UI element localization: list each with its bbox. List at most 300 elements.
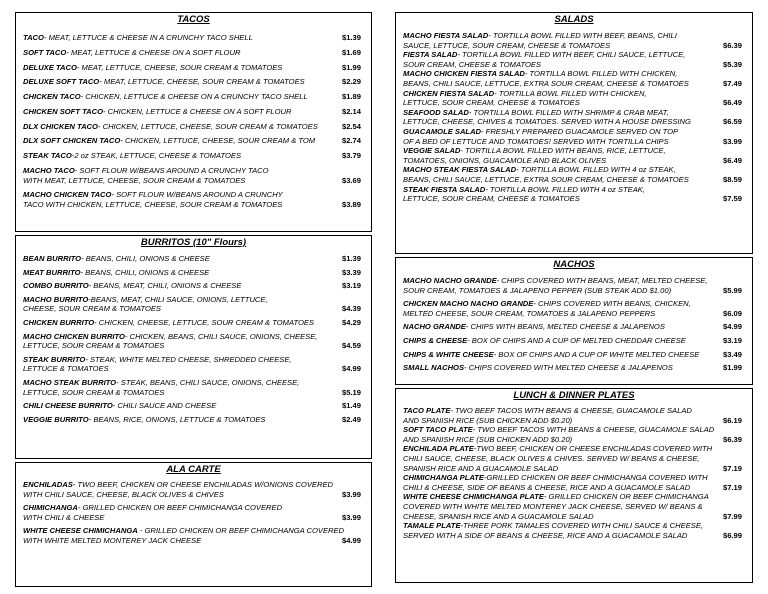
menu-item-description: - BOX OF CHIPS AND A CUP OF MELTED CHEDDAR CHEESE bbox=[467, 335, 686, 345]
menu-item-name: BEAN BURRITO bbox=[23, 254, 82, 263]
menu-item-name: MACHO STEAK BURRITO bbox=[23, 377, 117, 387]
section-burritos bbox=[15, 235, 372, 459]
section-title-text: SALADS bbox=[554, 14, 594, 25]
menu-item-line bbox=[23, 332, 319, 342]
menu-item-description: -2 oz STEAK, LETTUCE, CHEESE & TOMATOES bbox=[71, 151, 242, 161]
menu-item-description: BEANS, CHILI SAUCE, LETTUCE, EXTRA SOUR CREAM, CHEESE & TOMATOES bbox=[403, 174, 689, 184]
menu-item-line bbox=[403, 406, 700, 416]
menu-item-line bbox=[403, 185, 700, 195]
menu-item-description: CHEESE, SPANISH RICE AND A GUACAMOLE SALAD bbox=[403, 511, 594, 521]
menu-item-price: $1.89 bbox=[341, 92, 361, 102]
menu-item-description: - STEAK, WHITE MELTED CHEESE, SHREDDED CHEESE, bbox=[85, 354, 292, 364]
menu-item-line bbox=[403, 60, 700, 70]
menu-item-description: - GRILLED CHICKEN OR BEEF CHIMICHANGA bbox=[543, 492, 709, 502]
section-title-salads bbox=[396, 13, 752, 27]
menu-item bbox=[16, 190, 371, 209]
menu-item-description: - MEAT, LETTUCE, CHEESE, SOUR CREAM & TOMATOES bbox=[76, 62, 283, 72]
menu-item-description: WITH MEAT, LETTUCE, CHEESE, SOUR CREAM & TOMATOES bbox=[23, 175, 246, 185]
menu-item-description: - CHICKEN, LETTUCE, CHEESE, SOUR CREAM & TOM bbox=[120, 136, 316, 146]
menu-item-line bbox=[23, 364, 319, 374]
menu-item-name: TAMALE PLATE bbox=[403, 521, 461, 531]
menu-item bbox=[16, 48, 371, 58]
menu-item bbox=[396, 108, 752, 127]
menu-item-price: $3.69 bbox=[341, 175, 361, 185]
menu-item-line bbox=[403, 363, 700, 373]
menu-item-name: SOFT TACO bbox=[23, 47, 67, 57]
menu-item-name: VEGGIE BURRITO bbox=[23, 414, 89, 424]
menu-item-line bbox=[403, 483, 700, 493]
menu-item-name: SEAFOOD SALAD bbox=[403, 107, 469, 117]
menu-item-name: MACHO FIESTA SALAD bbox=[403, 31, 489, 40]
menu-item bbox=[396, 165, 752, 184]
menu-item-description: AND SPANISH RICE (SUB CHICKEN ADD $0.20) bbox=[403, 434, 573, 444]
menu-item-price: $1.39 bbox=[341, 33, 361, 42]
menu-item-price: $2.74 bbox=[341, 136, 361, 146]
menu-item-price: $2.49 bbox=[341, 414, 361, 424]
menu-item-name: CHICKEN MACHO NACHO GRANDE bbox=[403, 299, 534, 309]
menu-item bbox=[16, 63, 371, 73]
menu-item-line bbox=[403, 137, 700, 147]
menu-item-line bbox=[23, 415, 319, 425]
menu-item-price: $3.99 bbox=[341, 489, 361, 499]
menu-item-description: - TORTILLA BOWL FILLED WITH CHICKEN, bbox=[524, 69, 678, 79]
menu-item-name: MACHO TACO bbox=[23, 166, 75, 176]
menu-item-price: $4.29 bbox=[341, 317, 361, 327]
menu-item-description: - BEANS, CHILI, ONIONS & CHEESE bbox=[81, 254, 210, 263]
menu-item-line bbox=[403, 444, 713, 454]
menu-item-price: $7.19 bbox=[722, 482, 742, 492]
menu-item-line bbox=[23, 480, 333, 490]
menu-item-name: TACO bbox=[23, 33, 44, 42]
menu-item-name: TACO PLATE bbox=[403, 406, 451, 415]
section-title-lunch bbox=[396, 389, 752, 403]
menu-item bbox=[396, 336, 752, 346]
section-title-text: LUNCH & DINNER PLATES bbox=[513, 390, 635, 401]
menu-item-line bbox=[23, 536, 319, 546]
menu-item-description: - TORTILLA BOWL FILLED WITH BEEF, BEANS, CHILI bbox=[488, 31, 677, 40]
menu-item-description: - CHICKEN, LETTUCE & CHEESE ON A SOFT FLOUR bbox=[103, 106, 292, 116]
menu-item bbox=[396, 69, 752, 88]
menu-item bbox=[16, 33, 371, 43]
menu-item-price: $1.99 bbox=[341, 62, 361, 72]
menu-item-description: - CHICKEN, LETTUCE, CHEESE, SOUR CREAM & TOMATOES bbox=[97, 121, 318, 131]
menu-item-name: CHILI CHEESE BURRITO bbox=[23, 401, 113, 411]
menu-item bbox=[396, 50, 752, 69]
menu-item-description: LETTUCE & TOMATOES bbox=[23, 364, 109, 374]
menu-item-line bbox=[403, 501, 703, 512]
menu-item-line bbox=[403, 165, 700, 175]
menu-item-price: $7.19 bbox=[722, 463, 742, 473]
menu-item bbox=[16, 92, 371, 102]
menu-item-description: - CHICKEN, CHEESE, LETTUCE, SOUR CREAM & TOMATOES bbox=[94, 317, 315, 327]
menu-item-price: $6.49 bbox=[722, 155, 742, 165]
menu-item-line bbox=[23, 92, 319, 102]
menu-item bbox=[396, 444, 752, 473]
menu-item-name: DELUXE SOFT TACO bbox=[23, 77, 100, 87]
menu-item-price: $2.54 bbox=[341, 121, 361, 131]
menu-item bbox=[396, 521, 752, 540]
menu-item-description: - CHIPS WITH BEANS, MELTED CHEESE & JALAPENOS bbox=[465, 322, 665, 332]
menu-item-description: BEANS, CHILI SAUCE, LETTUCE, EXTRA SOUR CREAM, CHEESE & TOMATOES bbox=[403, 78, 689, 88]
menu-item-line bbox=[403, 276, 708, 286]
menu-item-description: - CHIPS COVERED WITH MELTED CHEESE & JALAPENOS bbox=[464, 363, 673, 373]
menu-item-description: WITH WHITE MELTED MONTEREY JACK CHEESE bbox=[23, 535, 202, 545]
menu-item-description: - TORTILLA BOWL FILLED WITH 4 oz STEAK, bbox=[485, 184, 645, 194]
menu-item bbox=[396, 492, 752, 521]
menu-item-line bbox=[403, 98, 700, 108]
menu-item-line bbox=[23, 341, 319, 351]
menu-item-name: VEGGIE SALAD bbox=[403, 146, 461, 156]
menu-item-description: LETTUCE, SOUR CREAM & TOMATOES bbox=[23, 387, 165, 397]
section-title-text: ALA CARTE bbox=[166, 464, 221, 475]
menu-item bbox=[16, 136, 371, 146]
menu-item bbox=[396, 322, 752, 332]
section-title-note: (10" Flours) bbox=[190, 237, 247, 248]
menu-item-description: SOUR CREAM, CHEESE & TOMATOES bbox=[403, 59, 541, 69]
menu-item-description: - BEANS, RICE, ONIONS, LETTUCE & TOMATOES bbox=[88, 414, 266, 424]
menu-item-line bbox=[23, 63, 319, 73]
menu-item bbox=[16, 318, 371, 328]
menu-item-description: - SOFT FLOUR W/BEANS AROUND A CRUNCHY TACO bbox=[74, 166, 269, 176]
menu-item-price: $5.99 bbox=[722, 285, 742, 295]
menu-item bbox=[16, 401, 371, 411]
menu-item-name: CHICKEN TACO bbox=[23, 92, 81, 102]
menu-item-price: $3.49 bbox=[722, 349, 742, 359]
menu-item-line bbox=[403, 41, 700, 51]
menu-item-line bbox=[23, 388, 319, 398]
menu-item-name: SMALL NACHOS bbox=[403, 363, 465, 373]
menu-item-name: CHIPS & WHITE CHEESE bbox=[403, 349, 494, 359]
menu-item bbox=[396, 276, 752, 295]
menu-item-price: $1.69 bbox=[341, 47, 361, 57]
menu-item-name: CHIMICHANGA bbox=[23, 503, 78, 513]
menu-item-line bbox=[403, 117, 700, 127]
menu-item bbox=[16, 107, 371, 117]
menu-item-description: - TORTILLA BOWL FILLED WITH 4 oz STEAK, bbox=[516, 165, 676, 175]
menu-item-name: SOFT TACO PLATE bbox=[403, 425, 473, 435]
menu-item-line bbox=[403, 322, 700, 332]
menu-item-line bbox=[23, 33, 319, 43]
menu-item-name: FIESTA SALAD bbox=[403, 50, 458, 60]
menu-item-price: $4.99 bbox=[722, 322, 742, 332]
menu-item bbox=[16, 415, 371, 425]
menu-item-name: STEAK FIESTA SALAD bbox=[403, 184, 486, 194]
menu-item-name: GUACAMOLE SALAD bbox=[403, 126, 482, 136]
menu-item-line bbox=[403, 416, 700, 426]
menu-item-line bbox=[23, 378, 319, 388]
menu-item-price: $6.39 bbox=[722, 434, 742, 444]
menu-item-name: MACHO CHICKEN FIESTA SALAD bbox=[403, 69, 525, 79]
menu-item-line bbox=[403, 286, 700, 296]
menu-item-name: CHICKEN BURRITO bbox=[23, 317, 95, 327]
menu-item-description: CHEESE, SOUR CREAM & TOMATOES bbox=[23, 304, 161, 314]
menu-item-line bbox=[403, 512, 700, 522]
menu-item bbox=[396, 350, 752, 360]
menu-item-line bbox=[403, 69, 700, 79]
menu-item bbox=[16, 526, 371, 545]
menu-item-description: - MEAT, LETTUCE, CHEESE, SOUR CREAM & TOMATOES bbox=[99, 77, 305, 87]
menu-item-price: $7.99 bbox=[722, 511, 742, 521]
menu-item bbox=[16, 378, 371, 397]
menu-item-line bbox=[403, 492, 709, 502]
menu-item-line bbox=[403, 350, 700, 360]
menu-item-description: SAUCE, LETTUCE, SOUR CREAM, CHEESE & TOMATOES bbox=[403, 40, 611, 50]
menu-item-description: WITH CHILI & CHEESE bbox=[23, 512, 105, 522]
menu-item-name: DLX CHICKEN TACO bbox=[23, 121, 98, 131]
menu-item-description: SPANISH RICE AND A GUACAMOLE SALAD bbox=[403, 463, 559, 473]
menu-item bbox=[396, 299, 752, 318]
menu-item bbox=[16, 332, 371, 351]
menu-item-line bbox=[23, 268, 319, 278]
right-menu-column bbox=[395, 12, 753, 583]
menu-item-price: $4.39 bbox=[341, 304, 361, 314]
menu-item-description: LETTUCE, SOUR CREAM & TOMATOES bbox=[23, 341, 165, 351]
menu-item-name: MACHO BURRITO bbox=[23, 294, 89, 304]
menu-item-price: $1.99 bbox=[722, 363, 742, 373]
menu-item-line bbox=[23, 503, 319, 513]
menu-item-line bbox=[23, 490, 319, 500]
menu-item-line bbox=[403, 175, 700, 185]
menu-item-name: MEAT BURRITO bbox=[23, 267, 81, 277]
menu-item-description: - FRESHLY PREPARED GUACAMOLE SERVED ON TOP bbox=[481, 126, 679, 136]
menu-item-description: -GRILLED CHICKEN OR BEEF CHIMICHANGA COVERED WITH bbox=[484, 473, 708, 483]
menu-item-price: $1.39 bbox=[341, 254, 361, 263]
menu-item-line bbox=[403, 435, 700, 445]
menu-item bbox=[396, 127, 752, 146]
menu-item-name: WHITE CHEESE CHIMICHANGA PLATE bbox=[403, 492, 544, 502]
menu-item-price: $6.49 bbox=[722, 98, 742, 108]
menu-item-description: CHILI SAUCE, CHEESE, BLACK OLIVES & CHIVES. SERVED W/ BEANS & CHEESE, bbox=[403, 453, 700, 463]
menu-item-description: - TWO BEEF TACOS WITH BEANS & CHEESE, GUACAMOLE SALAD bbox=[450, 406, 692, 415]
menu-item bbox=[396, 473, 752, 492]
menu-item-line bbox=[403, 299, 700, 309]
section-title-text: TACOS bbox=[177, 14, 210, 25]
menu-item-name: MACHO CHICKEN BURRITO bbox=[23, 331, 125, 341]
menu-item-description: - TORTILLA BOWL FILLED WITH BEANS, RICE, LETTUCE, bbox=[460, 146, 666, 156]
menu-item bbox=[396, 185, 752, 204]
menu-item-price: $6.19 bbox=[722, 415, 742, 425]
menu-item-line bbox=[403, 50, 700, 60]
menu-item-line bbox=[23, 107, 319, 117]
menu-item-line bbox=[403, 194, 700, 204]
menu-item-description: - TORTILLA BOWL FILLED WITH CHICKEN, bbox=[494, 88, 647, 98]
menu-item-description: SERVED WITH A SIDE OF BEANS & CHEESE, RICE AND A GUACAMOLE SALAD bbox=[403, 530, 688, 540]
menu-item-description: SOUR CREAM, TOMATOES & JALAPENO PEPPER (SUB STEAK ADD $1.00) bbox=[403, 285, 672, 295]
menu-item-line bbox=[23, 151, 319, 161]
menu-item bbox=[16, 151, 371, 161]
menu-item-description: - BEANS, MEAT, CHILI, ONIONS & CHEESE bbox=[88, 281, 242, 291]
menu-item-line bbox=[23, 513, 319, 523]
menu-item-line bbox=[23, 176, 319, 186]
menu-item-name: STEAK BURRITO bbox=[23, 354, 86, 364]
menu-item-description: OF A BED OF LETTUCE AND TOMATOES! SERVED WITH TORTILLA CHIPS bbox=[403, 136, 669, 146]
menu-item-price: $2.14 bbox=[341, 106, 361, 116]
menu-item-description: - MEAT, LETTUCE & CHEESE IN A CRUNCHY TACO SHELL bbox=[43, 33, 253, 42]
menu-item-line bbox=[403, 79, 700, 89]
section-title-tacos bbox=[16, 13, 371, 27]
menu-item-name: WHITE CHEESE CHIMICHANGA bbox=[23, 526, 138, 536]
menu-item-line bbox=[23, 281, 319, 291]
menu-item-line bbox=[403, 89, 700, 99]
menu-item-description: - GRILLED CHICKEN OR BEEF CHIMICHANGA COVERED bbox=[77, 503, 283, 513]
menu-item-line bbox=[23, 136, 319, 146]
menu-item-line bbox=[403, 31, 700, 41]
menu-item-description: - TWO BEEF, CHICKEN OR CHEESE ENCHILADAS W/ONIONS COVERED bbox=[72, 480, 333, 489]
menu-item-price: $3.99 bbox=[341, 512, 361, 522]
menu-item bbox=[16, 268, 371, 278]
menu-item-description: -TWO BEEF, CHICKEN OR CHEESE ENCHILADAS COVERED WITH bbox=[473, 444, 713, 454]
menu-item-line bbox=[403, 108, 700, 118]
menu-item-line bbox=[403, 531, 700, 541]
menu-item-line bbox=[23, 295, 319, 305]
menu-item-name: DLX SOFT CHICKEN TACO bbox=[23, 136, 121, 146]
menu-item-price: $3.19 bbox=[722, 335, 742, 345]
menu-item-description: -THREE PORK TAMALES COVERED WITH CHILI SAUCE & CHEESE, bbox=[460, 521, 703, 531]
menu-item-line bbox=[403, 146, 700, 156]
menu-item bbox=[16, 254, 371, 264]
menu-item-description: - TORTILLA BOWL FILLED WITH BEEF, CHILI SAUCE, LETTUCE, bbox=[457, 50, 686, 60]
menu-item-price: $7.59 bbox=[722, 194, 742, 204]
menu-item-name: CHIPS & CHEESE bbox=[403, 335, 468, 345]
menu-item-name: CHICKEN FIESTA SALAD bbox=[403, 88, 495, 98]
menu-item bbox=[396, 31, 752, 50]
menu-item bbox=[16, 281, 371, 291]
section-alacarte bbox=[15, 462, 372, 587]
menu-item-price: $5.39 bbox=[722, 59, 742, 69]
section-tacos bbox=[15, 12, 372, 232]
menu-item-line bbox=[403, 473, 708, 483]
menu-item-name: DELUXE TACO bbox=[23, 62, 77, 72]
menu-item bbox=[16, 503, 371, 522]
menu-item-price: $6.59 bbox=[722, 117, 742, 127]
left-menu-column bbox=[15, 12, 372, 587]
menu-item-description: - MEAT, LETTUCE & CHEESE ON A SOFT FLOUR bbox=[66, 47, 241, 57]
menu-item-description: COVERED WITH WHITE MELTED MONTEREY JACK CHEESE, SERVED W/ BEANS & bbox=[403, 501, 703, 511]
section-title-text: BURRITOS bbox=[140, 237, 191, 248]
menu-item-price: $8.59 bbox=[722, 174, 742, 184]
menu-item-price: $1.49 bbox=[341, 401, 361, 411]
menu-item-description: - CHICKEN, LETTUCE & CHEESE ON A CRUNCHY TACO SHELL bbox=[80, 92, 308, 102]
menu-item bbox=[396, 146, 752, 165]
menu-item-price: $3.99 bbox=[722, 136, 742, 146]
menu-item bbox=[16, 480, 371, 499]
section-title-text: NACHOS bbox=[553, 259, 595, 270]
menu-item bbox=[16, 295, 371, 314]
menu-item-name: CHICKEN SOFT TACO bbox=[23, 106, 104, 116]
menu-item-line bbox=[23, 77, 319, 87]
menu-item bbox=[16, 77, 371, 87]
menu-item-line bbox=[403, 425, 715, 435]
menu-item-price: $3.89 bbox=[341, 200, 361, 209]
menu-item-name: NACHO GRANDE bbox=[403, 322, 466, 332]
menu-item bbox=[396, 89, 752, 108]
menu-item-description: - BEANS, CHILI, ONIONS & CHEESE bbox=[80, 267, 210, 277]
menu-item-price: $7.49 bbox=[722, 78, 742, 88]
menu-item-line bbox=[23, 401, 319, 411]
menu-item-line bbox=[23, 122, 319, 132]
menu-item-description: TACO WITH CHICKEN, LETTUCE, CHEESE, SOUR CREAM & TOMATOES bbox=[23, 200, 283, 209]
section-nachos bbox=[395, 257, 753, 385]
menu-item-description: LETTUCE, CHEESE, CHIVES & TOMATOES. SERVED WITH A HOUSE DRESSING bbox=[403, 117, 691, 127]
menu-item-description: MELTED CHEESE, SOUR CREAM, TOMATOES & JALAPENO PEPPERS bbox=[403, 308, 656, 318]
menu-item-description: - GRILLED CHICKEN OR BEEF CHIMICHANGA COVERED bbox=[137, 526, 345, 536]
menu-item-description: -BEANS, MEAT, CHILI SAUCE, ONIONS, LETTUCE, bbox=[88, 294, 268, 304]
menu-item-name: ENCHILADA PLATE bbox=[403, 444, 474, 454]
menu-item-description: - TWO BEEF TACOS WITH BEANS & CHEESE, GUACAMOLE SALAD bbox=[472, 425, 715, 435]
menu-item bbox=[16, 122, 371, 132]
menu-item-line bbox=[23, 48, 319, 58]
menu-item-description: - CHIPS COVERED WITH BEANS, MEAT, MELTED CHEESE, bbox=[496, 276, 708, 285]
menu-item-name: MACHO CHICKEN TACO bbox=[23, 190, 112, 200]
menu-item-name: ENCHILADAS bbox=[23, 480, 73, 489]
menu-item-description: CHILI & CHEESE, SIDE OF BEANS & CHEESE, RICE AND A GUACAMOLE SALAD bbox=[403, 482, 691, 492]
menu-item-line bbox=[23, 304, 319, 314]
section-lunch bbox=[395, 388, 753, 583]
menu-item-price: $3.79 bbox=[341, 151, 361, 161]
menu-item-description: - CHILI SAUCE AND CHEESE bbox=[112, 401, 217, 411]
menu-item-price: $4.99 bbox=[341, 535, 361, 545]
menu-item-description: TOMATOES, ONIONS, GUACAMOLE AND BLACK OLIVES bbox=[403, 155, 607, 165]
menu-item-description: - STEAK, BEANS, CHILI SAUCE, ONIONS, CHEESE, bbox=[116, 377, 300, 387]
menu-item-price: $5.19 bbox=[341, 387, 361, 397]
menu-item-description: - SOFT FLOUR W/BEANS AROUND A CRUNCHY bbox=[111, 190, 283, 200]
menu-item bbox=[16, 355, 371, 374]
menu-item-description: - TORTILLA BOWL FILLED WITH SHRIMP & CRAB MEAT, bbox=[468, 107, 669, 117]
menu-item-line bbox=[403, 454, 700, 464]
menu-item-price: $2.29 bbox=[341, 77, 361, 87]
menu-item bbox=[396, 406, 752, 425]
menu-item-line bbox=[23, 355, 319, 365]
menu-item bbox=[16, 166, 371, 185]
section-title-burritos bbox=[16, 236, 371, 250]
menu-item-name: STEAK TACO bbox=[23, 151, 72, 161]
menu-item-line bbox=[23, 318, 319, 328]
menu-item-description: - CHIPS COVERED WITH BEANS, CHICKEN, bbox=[533, 299, 691, 309]
menu-item-line bbox=[403, 127, 700, 137]
menu-item-description: WITH CHILI SAUCE, CHEESE, BLACK OLIVES & CHIVES bbox=[23, 489, 224, 499]
menu-item-price: $6.39 bbox=[722, 40, 742, 50]
section-salads bbox=[395, 12, 753, 254]
menu-item-description: - BOX OF CHIPS AND A CUP OF WHITE MELTED CHEESE bbox=[493, 349, 700, 359]
menu-item-description: LETTUCE, SOUR CREAM, CHEESE & TOMATOES bbox=[403, 98, 580, 108]
menu-item-line bbox=[23, 190, 319, 200]
menu-item-line bbox=[403, 309, 700, 319]
menu-item-description: - CHICKEN, BEANS, CHILI SAUCE, ONIONS, CHEESE, bbox=[124, 331, 318, 341]
menu-item-price: $6.99 bbox=[722, 530, 742, 540]
menu-item-name: MACHO STEAK FIESTA SALAD bbox=[403, 165, 517, 175]
menu-item-price: $3.39 bbox=[341, 267, 361, 277]
menu-item-description: AND SPANISH RICE (SUB CHICKEN ADD $0.20) bbox=[403, 415, 573, 425]
menu-item-line bbox=[23, 254, 319, 264]
menu-item-line bbox=[403, 521, 703, 531]
menu-item-price: $4.59 bbox=[341, 341, 361, 351]
menu-item bbox=[396, 425, 752, 444]
menu-item-line bbox=[403, 156, 700, 166]
menu-item-line bbox=[23, 526, 345, 536]
menu-item-description: LETTUCE, SOUR CREAM, CHEESE & TOMATOES bbox=[403, 194, 580, 204]
menu-item-line bbox=[23, 200, 319, 210]
menu-item-price: $6.09 bbox=[722, 308, 742, 318]
menu-item-name: COMBO BURRITO bbox=[23, 281, 89, 291]
menu-item-name: CHIMICHANGA PLATE bbox=[403, 473, 484, 483]
menu-item-name: MACHO NACHO GRANDE bbox=[403, 276, 497, 285]
menu-item bbox=[396, 363, 752, 373]
menu-item-price: $3.19 bbox=[341, 281, 361, 291]
section-title-nachos bbox=[396, 258, 752, 272]
section-title-alacarte bbox=[16, 463, 371, 477]
menu-item-price: $4.99 bbox=[341, 364, 361, 374]
menu-item-line bbox=[403, 336, 700, 346]
